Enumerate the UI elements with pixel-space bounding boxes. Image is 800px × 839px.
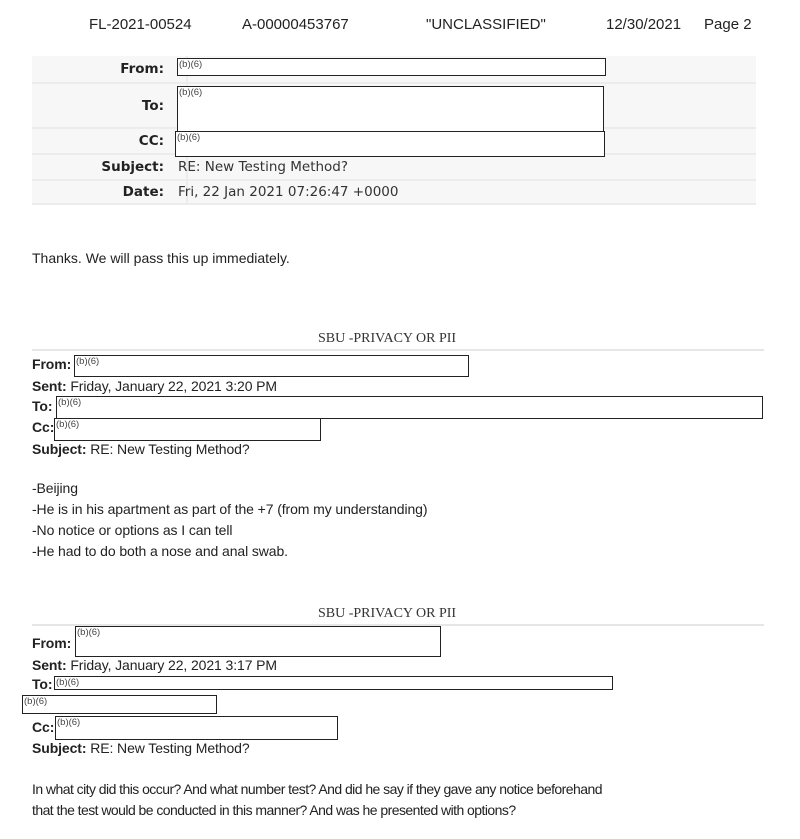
document-number: A-00000453767: [242, 16, 349, 33]
release-date: 12/30/2021: [606, 16, 682, 33]
header-row-subject: [32, 155, 756, 181]
sent-line: [32, 378, 277, 394]
redaction-code: (b)(6): [179, 59, 203, 70]
body-line: -He had to do both a nose and anal swab.: [32, 543, 288, 559]
date-value: Fri, 22 Jan 2021 07:26:47 +0000: [178, 184, 399, 200]
body-line: -He is in his apartment as part of the +7 (from my understanding): [32, 501, 428, 517]
redaction-code: (b)(6): [56, 419, 80, 430]
subject-value: RE: New Testing Method?: [90, 441, 250, 457]
redaction-code: (b)(6): [76, 356, 100, 367]
date-label: Date:: [122, 184, 164, 200]
redaction-code: (b)(6): [56, 677, 80, 688]
subject-line: [32, 441, 250, 457]
redaction-code: (b)(6): [77, 627, 101, 638]
from-label: From:: [32, 635, 72, 651]
redaction-box-cc: [175, 131, 605, 157]
classification-label: "UNCLASSIFIED": [426, 16, 546, 33]
redaction-box-cc: [54, 418, 321, 441]
reply-body: Thanks. We will pass this up immediately.: [32, 250, 290, 266]
sbu-marking: SBU -PRIVACY OR PII: [318, 331, 457, 346]
cc-label: Cc:: [32, 719, 55, 735]
sent-label: Sent:: [32, 657, 67, 673]
subject-label: Subject:: [32, 441, 87, 457]
body-line: -Beijing: [32, 480, 78, 496]
subject-label: Subject:: [32, 740, 87, 756]
subject-label: Subject:: [101, 159, 164, 175]
sent-value: Friday, January 22, 2021 3:17 PM: [70, 657, 277, 673]
subject-value: RE: New Testing Method?: [90, 740, 250, 756]
body-line: -No notice or options as I can tell: [32, 522, 233, 538]
to-label: To:: [32, 676, 53, 692]
redaction-box-from: [75, 626, 441, 657]
redaction-code: (b)(6): [58, 397, 82, 408]
redaction-box-to: [56, 396, 763, 419]
from-label: From:: [120, 61, 164, 77]
redaction-box-to: [54, 676, 613, 690]
to-label: To:: [32, 398, 53, 414]
case-number: FL-2021-00524: [89, 16, 192, 33]
redaction-box-cc: [55, 716, 338, 740]
redaction-box-from: [74, 355, 469, 377]
body-line: that the test would be conducted in this manner? And was he presented with options?: [32, 802, 516, 818]
header-row-date: [32, 181, 756, 205]
page-number: Page 2: [704, 16, 752, 33]
to-label: To:: [141, 98, 164, 114]
redaction-box-to-continued: [22, 695, 217, 714]
from-label: From:: [32, 356, 72, 372]
redaction-code: (b)(6): [57, 717, 81, 728]
subject-value: RE: New Testing Method?: [178, 159, 349, 175]
redaction-code: (b)(6): [179, 87, 203, 98]
redaction-box-from: [177, 58, 606, 76]
redaction-code: (b)(6): [177, 132, 201, 143]
cc-label: CC:: [138, 133, 164, 149]
sbu-marking: SBU -PRIVACY OR PII: [318, 606, 457, 621]
sent-value: Friday, January 22, 2021 3:20 PM: [70, 378, 277, 394]
subject-line: [32, 740, 250, 756]
redaction-box-to: [177, 86, 604, 132]
sent-line: [32, 657, 277, 673]
cc-label: Cc:: [32, 419, 55, 435]
body-line: In what city did this occur? And what number test? And did he say if they gave any notice beforehand: [32, 781, 602, 797]
sent-label: Sent:: [32, 378, 67, 394]
redaction-code: (b)(6): [24, 696, 48, 707]
marking-rule: [32, 349, 764, 351]
